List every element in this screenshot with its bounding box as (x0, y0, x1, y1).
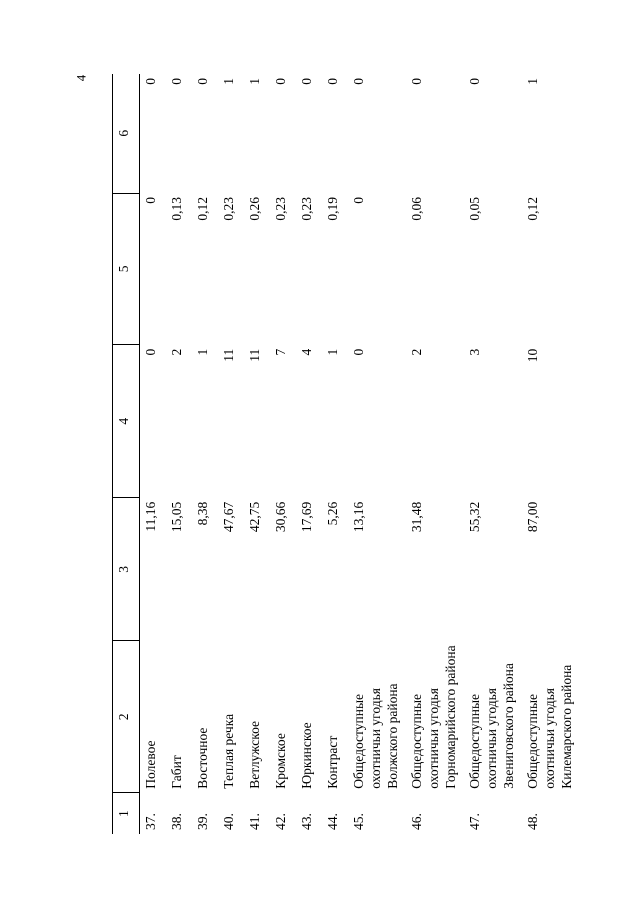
table-row (218, 74, 244, 834)
col-header-6: 6 (113, 74, 140, 193)
cell-col4: 1 (195, 348, 210, 356)
cell-col4: 7 (273, 348, 288, 356)
data-table (112, 74, 580, 834)
col-header-1: 1 (113, 793, 140, 834)
cell-col4: 1 (325, 348, 340, 356)
cell-col4: 11 (221, 348, 236, 362)
area-name: Общедоступные охотничьи угодья Звениговского района (467, 663, 516, 789)
cell-col4: 11 (247, 348, 262, 362)
cell-col3: 13,16 (351, 501, 366, 533)
area-name: Кромское (273, 733, 288, 789)
cell-col3: 47,67 (221, 501, 236, 533)
cell-col5: 0,19 (325, 197, 340, 221)
table-row (270, 74, 296, 834)
header-row (113, 74, 140, 834)
row-number: 43. (299, 813, 314, 830)
row-number: 37. (143, 813, 158, 830)
area-name: Контраст (325, 735, 340, 789)
cell-col6: 0 (467, 78, 482, 85)
cell-col4: 10 (525, 348, 540, 363)
cell-col3: 31,48 (409, 501, 424, 533)
row-number: 48. (525, 813, 540, 830)
cell-col3: 30,66 (273, 501, 288, 533)
cell-col6: 0 (273, 78, 288, 85)
row-number: 47. (467, 813, 482, 830)
table-row (166, 74, 192, 834)
row-number: 42. (273, 813, 288, 830)
table-row (244, 74, 270, 834)
cell-col6: 1 (525, 78, 540, 85)
cell-col3: 11,16 (143, 501, 158, 532)
table-row (406, 74, 464, 834)
col-header-5: 5 (113, 193, 140, 345)
cell-col6: 0 (195, 78, 210, 85)
cell-col5: 0 (143, 197, 158, 204)
cell-col3: 42,75 (247, 501, 262, 533)
col-header-3: 3 (113, 498, 140, 641)
table-row (192, 74, 218, 834)
area-name: Габит (169, 755, 184, 789)
table-row (322, 74, 348, 834)
area-name: Юркинское (299, 722, 314, 789)
cell-col5: 0 (351, 197, 366, 204)
row-number: 41. (247, 813, 262, 830)
cell-col4: 2 (409, 348, 424, 356)
area-name: Общедоступные охотничьи угодья Килемарского района (525, 664, 574, 789)
row-number: 40. (221, 813, 236, 830)
table-row (464, 74, 522, 834)
cell-col6: 1 (221, 78, 236, 85)
page-number: 4 (73, 74, 89, 82)
cell-col3: 8,38 (195, 501, 210, 526)
table-row (296, 74, 322, 834)
cell-col3: 17,69 (299, 501, 314, 533)
table-row (348, 74, 406, 834)
cell-col6: 1 (247, 78, 262, 85)
cell-col5: 0,06 (409, 197, 424, 221)
area-name: Теплая речка (221, 713, 236, 789)
cell-col4: 0 (143, 348, 158, 356)
cell-col4: 0 (351, 348, 366, 356)
cell-col5: 0,23 (273, 197, 288, 221)
col-header-2: 2 (113, 641, 140, 793)
cell-col6: 0 (325, 78, 340, 85)
cell-col5: 0,12 (525, 197, 540, 221)
row-number: 39. (195, 813, 210, 830)
cell-col5: 0,12 (195, 197, 210, 221)
cell-col3: 15,05 (169, 501, 184, 533)
rotated-table-sheet (112, 74, 572, 834)
cell-col6: 0 (409, 78, 424, 85)
cell-col4: 3 (467, 348, 482, 356)
row-number: 45. (351, 813, 366, 830)
cell-col5: 0,23 (299, 197, 314, 221)
row-number: 46. (409, 813, 424, 830)
cell-col4: 4 (299, 348, 314, 356)
cell-col3: 5,26 (325, 501, 340, 526)
cell-col5: 0,23 (221, 197, 236, 221)
cell-col6: 0 (351, 78, 366, 85)
row-number: 38. (169, 813, 184, 830)
cell-col5: 0,26 (247, 197, 262, 221)
cell-col5: 0,05 (467, 197, 482, 221)
area-name: Полевое (143, 740, 158, 789)
row-number: 44. (325, 813, 340, 830)
cell-col6: 0 (143, 78, 158, 85)
cell-col6: 0 (169, 78, 184, 85)
area-name: Восточное (195, 727, 210, 789)
cell-col3: 55,32 (467, 501, 482, 533)
cell-col4: 2 (169, 348, 184, 356)
area-name: Общедоступные охотничьи угодья Волжского района (351, 683, 400, 789)
area-name: Общедоступные охотничьи угодья Горномарийского района (409, 645, 458, 789)
cell-col5: 0,13 (169, 197, 184, 221)
col-header-4: 4 (113, 345, 140, 498)
cell-col6: 0 (299, 78, 314, 85)
cell-col3: 87,00 (525, 501, 540, 533)
table-row (522, 74, 580, 834)
table-row (140, 74, 167, 834)
area-name: Ветлужское (247, 721, 262, 789)
